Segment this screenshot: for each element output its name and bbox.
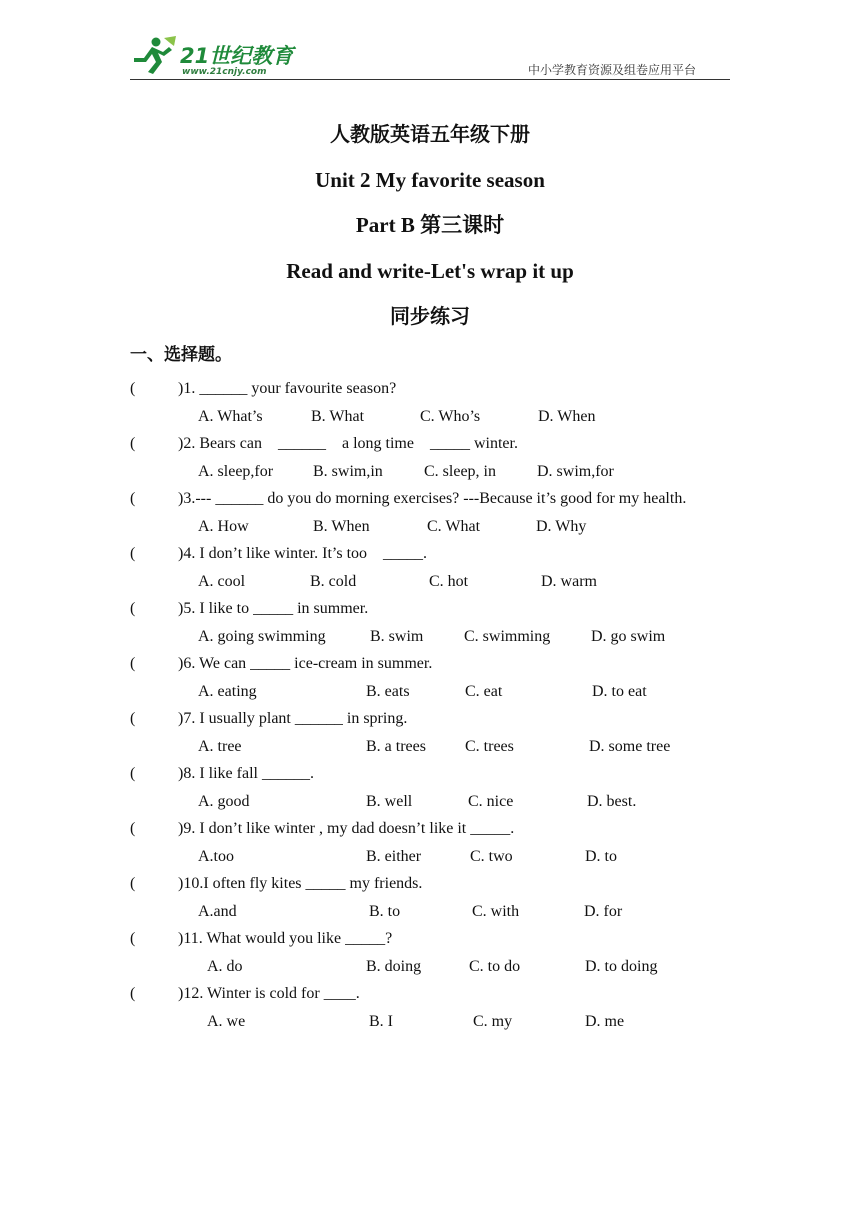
- answer-paren: (: [130, 765, 136, 782]
- option-a: A. sleep,for: [198, 463, 274, 480]
- logo-url: www.21cnjy.com: [182, 67, 267, 77]
- option-a: A. do: [207, 958, 243, 975]
- option-c: C. nice: [468, 793, 514, 810]
- option-c: C. What: [427, 518, 481, 535]
- header-divider: [130, 79, 730, 80]
- option-d: D. to: [585, 848, 617, 865]
- question-item: [0, 763, 860, 818]
- option-b: B. When: [313, 518, 370, 535]
- part-title: Part B 第三课时: [355, 213, 505, 237]
- question-item: [0, 873, 860, 928]
- option-b: B. a trees: [366, 738, 426, 755]
- answer-paren: (: [130, 600, 136, 617]
- option-b: B. doing: [366, 958, 422, 975]
- answer-paren: (: [130, 655, 136, 672]
- question-stem: )1. ______ your favourite season?: [178, 380, 397, 397]
- option-d: D. some tree: [589, 738, 671, 755]
- option-d: D. warm: [541, 573, 597, 590]
- question-stem: )4. I don’t like winter. It’s too _____.: [178, 545, 428, 562]
- question-item: [0, 488, 860, 543]
- option-d: D. to eat: [592, 683, 647, 700]
- question-stem: )10.I often fly kites _____ my friends.: [178, 875, 423, 892]
- exercise-title: 同步练习: [390, 304, 470, 328]
- question-item: [0, 433, 860, 488]
- option-a: A. tree: [198, 738, 242, 755]
- option-b: B. I: [369, 1013, 393, 1030]
- option-c: C. with: [472, 903, 520, 920]
- question-item: [0, 983, 860, 1038]
- question-item: [0, 598, 860, 653]
- option-b: B. eats: [366, 683, 410, 700]
- book-title: 人教版英语五年级下册: [330, 122, 530, 146]
- option-d: D. When: [538, 408, 596, 425]
- option-d: D. best.: [587, 793, 637, 810]
- option-b: B. swim,in: [313, 463, 383, 480]
- option-b: B. well: [366, 793, 413, 810]
- option-c: C. trees: [465, 738, 514, 755]
- option-d: D. swim,for: [537, 463, 614, 480]
- logo: [130, 36, 300, 80]
- option-d: D. for: [584, 903, 623, 920]
- answer-paren: (: [130, 985, 136, 1002]
- option-d: D. Why: [536, 518, 587, 535]
- answer-paren: (: [130, 435, 136, 452]
- answer-paren: (: [130, 875, 136, 892]
- option-c: C. swimming: [464, 628, 551, 645]
- platform-label: 中小学教育资源及组卷应用平台: [527, 63, 696, 77]
- option-c: C. hot: [429, 573, 469, 590]
- option-a: A. we: [207, 1013, 246, 1030]
- option-b: B. to: [369, 903, 401, 920]
- option-c: C. two: [470, 848, 513, 865]
- question-stem: )11. What would you like _____?: [178, 930, 393, 947]
- question-stem: )12. Winter is cold for ____.: [178, 985, 360, 1002]
- question-item: [0, 818, 860, 873]
- option-c: C. sleep, in: [424, 463, 496, 480]
- question-stem: )6. We can _____ ice-cream in summer.: [178, 655, 433, 672]
- option-a: A. eating: [198, 683, 257, 700]
- answer-paren: (: [130, 545, 136, 562]
- section-title: 一、选择题。: [130, 345, 232, 365]
- option-a: A. How: [198, 518, 249, 535]
- option-b: B. What: [311, 408, 365, 425]
- question-stem: )5. I like to _____ in summer.: [178, 600, 369, 617]
- question-item: [0, 653, 860, 708]
- option-a: A. What’s: [198, 408, 263, 425]
- unit-title: Unit 2 My favorite season: [315, 167, 545, 192]
- option-a: A. going swimming: [198, 628, 326, 645]
- title-block: [0, 112, 860, 340]
- option-a: A. cool: [198, 573, 246, 590]
- answer-paren: (: [130, 490, 136, 507]
- option-b: B. cold: [310, 573, 357, 590]
- option-d: D. to doing: [585, 958, 658, 975]
- answer-paren: (: [130, 820, 136, 837]
- option-b: B. either: [366, 848, 422, 865]
- answer-paren: (: [130, 930, 136, 947]
- option-c: C. my: [473, 1013, 513, 1030]
- option-c: C. to do: [469, 958, 521, 975]
- question-list: [0, 378, 860, 1038]
- question-stem: )2. Bears can ______ a long time _____ winter.: [178, 435, 518, 452]
- page-header: [130, 30, 730, 80]
- question-item: [0, 378, 860, 433]
- option-d: D. me: [585, 1013, 625, 1030]
- runner-icon: [130, 36, 178, 76]
- option-a: A.and: [198, 903, 237, 920]
- question-item: [0, 708, 860, 763]
- option-c: C. Who’s: [420, 408, 481, 425]
- question-item: [0, 928, 860, 983]
- answer-paren: (: [130, 380, 136, 397]
- option-b: B. swim: [370, 628, 424, 645]
- logo-text: 21世纪教育: [180, 44, 294, 68]
- question-stem: )9. I don’t like winter , my dad doesn’t like it _____.: [178, 820, 515, 837]
- option-a: A.too: [198, 848, 234, 865]
- option-c: C. eat: [465, 683, 503, 700]
- option-a: A. good: [198, 793, 250, 810]
- question-stem: )3.--- ______ do you do morning exercises? ---Because it’s good for my health.: [178, 490, 687, 507]
- answer-paren: (: [130, 710, 136, 727]
- option-d: D. go swim: [591, 628, 666, 645]
- question-stem: )8. I like fall ______.: [178, 765, 314, 782]
- lesson-title: Read and write-Let's wrap it up: [286, 258, 574, 283]
- question-stem: )7. I usually plant ______ in spring.: [178, 710, 408, 727]
- question-item: [0, 543, 860, 598]
